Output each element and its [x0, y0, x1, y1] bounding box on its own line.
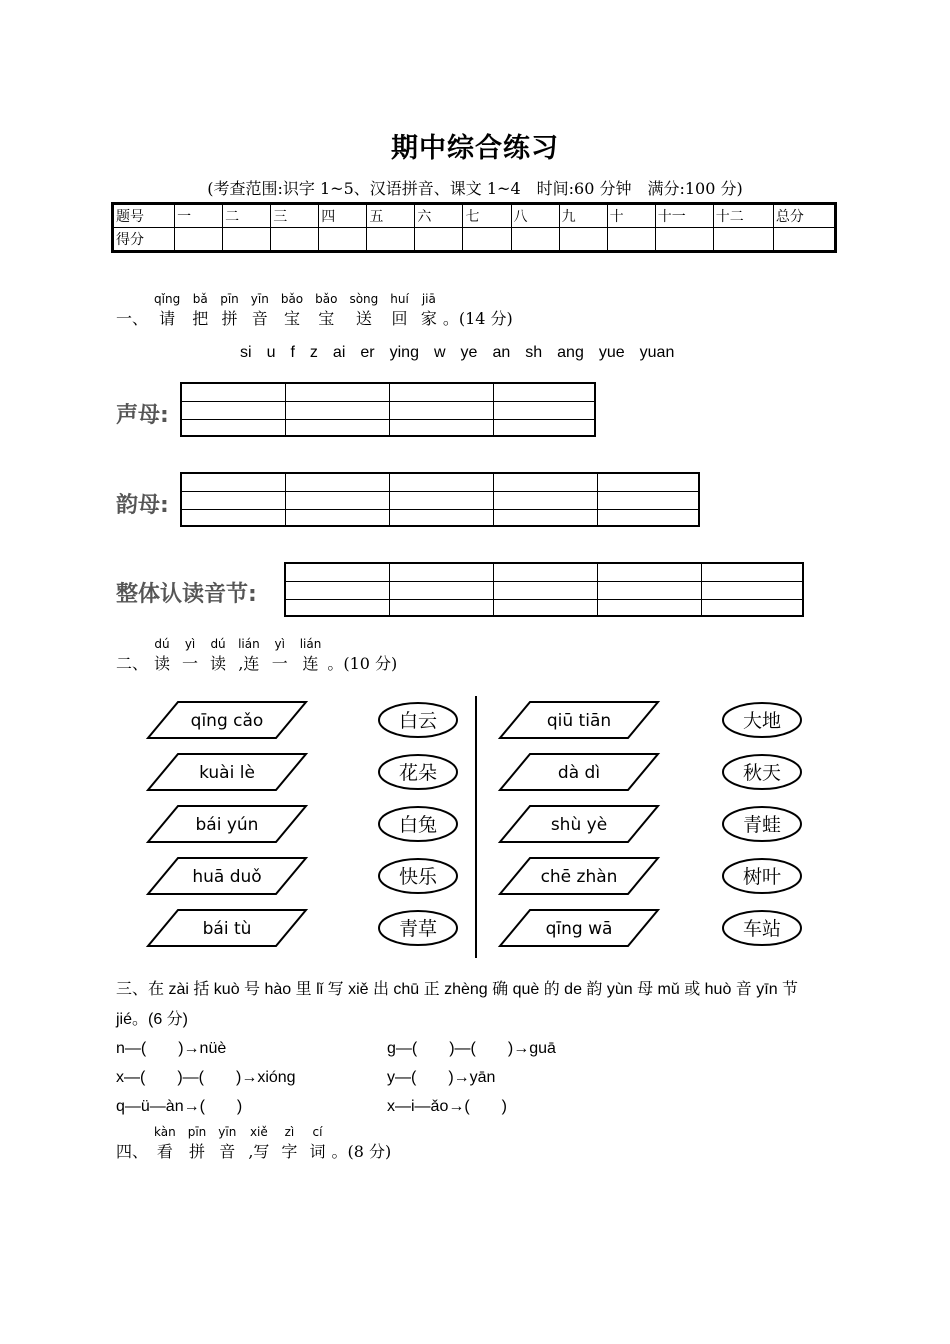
letter-item: ye — [460, 344, 478, 361]
pinyin-card[interactable] — [148, 754, 306, 790]
q2-word — [300, 637, 322, 674]
score-header-cell: 题号 — [113, 204, 175, 228]
score-header-cell: 六 — [415, 204, 463, 228]
pinyin-card[interactable] — [148, 910, 306, 946]
word-oval-text: 秋天 — [742, 762, 782, 784]
score-input-cell[interactable] — [463, 228, 511, 252]
q2-hanzi: 一 — [271, 654, 288, 673]
q1-word — [421, 292, 437, 329]
word-oval[interactable] — [379, 911, 457, 945]
q2-pinyin: lián — [238, 637, 260, 651]
word-oval[interactable] — [723, 807, 801, 841]
score-header-cell: 五 — [367, 204, 415, 228]
word-oval-text: 花朵 — [398, 762, 438, 784]
q2-pinyin: dú — [210, 637, 226, 651]
q2-hanzi: 读 — [210, 654, 227, 673]
letter-item: er — [360, 344, 375, 361]
score-header-cell: 四 — [319, 204, 367, 228]
q2-hanzi: 读 — [154, 654, 171, 673]
q2-word — [238, 637, 260, 674]
q3-item-2[interactable]: g—( )—( )→guā — [387, 1040, 556, 1057]
score-header-cell: 总分 — [773, 204, 835, 228]
q3-item-1[interactable]: n—( )→nüè — [116, 1040, 227, 1057]
word-oval-text: 大地 — [742, 710, 782, 732]
word-oval[interactable] — [723, 703, 801, 737]
q1-word — [192, 292, 208, 329]
shengmu-label: 声母: — [116, 403, 169, 428]
q4-hanzi: ,写 — [248, 1142, 270, 1161]
q4-hanzi: 音 — [219, 1142, 236, 1161]
q1-word — [251, 292, 269, 329]
pinyin-card-text: huā duǒ — [192, 867, 262, 887]
pinyin-card-text: bái yún — [195, 815, 259, 835]
word-oval[interactable] — [723, 755, 801, 789]
letter-item: w — [433, 344, 446, 361]
score-table — [111, 202, 837, 253]
pinyin-card[interactable] — [500, 754, 658, 790]
q3-item-6[interactable]: x—i—ǎo→( ) — [387, 1098, 508, 1115]
score-input-cell[interactable] — [559, 228, 607, 252]
q1-pinyin: bǎo — [280, 292, 304, 306]
score-input-cell[interactable] — [319, 228, 367, 252]
score-value-row — [113, 228, 836, 252]
q4-pinyin: xiě — [249, 1125, 268, 1139]
score-row-label: 得分 — [113, 228, 175, 252]
q1-hanzi: 音 — [251, 309, 268, 328]
q3-item-3[interactable]: x—( )—( )→xióng — [116, 1069, 296, 1086]
q2-number: 二、 — [116, 654, 149, 673]
score-input-cell[interactable] — [713, 228, 773, 252]
q4-word — [309, 1125, 325, 1162]
word-oval[interactable] — [379, 807, 457, 841]
q1-hanzi: 家 — [420, 309, 437, 328]
q1-pinyin: qǐng — [154, 292, 181, 306]
pinyin-card-text: chē zhàn — [540, 867, 618, 887]
q3-item-5[interactable]: q—ü—àn→( ) — [116, 1098, 243, 1115]
score-header-cell: 三 — [271, 204, 319, 228]
q4-pinyin: zì — [284, 1125, 295, 1139]
q3-heading-line2: jié。(6 分) — [116, 1011, 189, 1028]
letter-item: sh — [525, 344, 543, 361]
pinyin-card[interactable] — [148, 858, 306, 894]
letter-item: ang — [557, 344, 584, 361]
word-oval[interactable] — [379, 703, 457, 737]
q4-word — [154, 1125, 176, 1162]
q4-number: 四、 — [116, 1142, 149, 1161]
score-header-cell: 七 — [463, 204, 511, 228]
q1-hanzi: 宝 — [283, 309, 300, 328]
word-oval[interactable] — [379, 859, 457, 893]
word-oval[interactable] — [379, 755, 457, 789]
q2-hanzi: ,连 — [238, 654, 260, 673]
q1-pinyin: bǎo — [315, 292, 338, 306]
pinyin-card-text: bái tù — [202, 919, 252, 939]
q1-word — [154, 292, 180, 329]
letter-item: yue — [598, 344, 625, 361]
score-input-cell[interactable] — [175, 228, 223, 252]
score-header-row — [113, 204, 836, 228]
score-header-cell: 二 — [223, 204, 271, 228]
q1-word — [315, 292, 337, 329]
score-header-cell: 十一 — [655, 204, 713, 228]
letter-item: yuan — [639, 344, 675, 361]
q2-hanzi: 一 — [182, 654, 199, 673]
score-input-cell[interactable] — [655, 228, 713, 252]
score-input-cell[interactable] — [511, 228, 559, 252]
q4-pinyin: pīn — [187, 1125, 207, 1139]
zhengti-grid[interactable] — [284, 562, 804, 617]
word-oval-text: 车站 — [742, 918, 782, 940]
pinyin-card[interactable] — [500, 910, 658, 946]
pinyin-card-text: qiū tiān — [546, 711, 612, 731]
q2-hanzi: 连 — [302, 654, 319, 673]
word-oval-text: 青草 — [398, 918, 438, 940]
q1-number: 一、 — [116, 309, 149, 328]
q4-pinyin: kàn — [154, 1125, 176, 1139]
q1-letter-bank — [240, 344, 689, 362]
pinyin-card-text: shù yè — [550, 815, 608, 835]
q1-hanzi: 送 — [355, 309, 372, 328]
q4-hanzi: 看 — [156, 1142, 173, 1161]
q4-hanzi: 词 — [309, 1142, 326, 1161]
pinyin-card-text: dà dì — [557, 763, 601, 783]
letter-item: ai — [332, 344, 346, 361]
q1-hanzi: 请 — [159, 309, 176, 328]
word-oval-text: 白兔 — [398, 814, 438, 836]
q1-word — [281, 292, 303, 329]
q1-hanzi: 宝 — [318, 309, 335, 328]
word-oval-text: 树叶 — [742, 866, 782, 888]
q4-hanzi: 字 — [281, 1142, 298, 1161]
pinyin-card[interactable] — [148, 702, 306, 738]
q2-word — [154, 637, 170, 674]
score-header-cell: 十 — [607, 204, 655, 228]
score-header-cell: 一 — [175, 204, 223, 228]
word-oval-text: 快乐 — [398, 866, 438, 888]
q1-word — [390, 292, 409, 329]
q4-heading — [116, 1125, 391, 1162]
score-input-cell[interactable] — [223, 228, 271, 252]
q4-word — [188, 1125, 207, 1162]
score-header-cell: 九 — [559, 204, 607, 228]
score-input-cell[interactable] — [415, 228, 463, 252]
q2-word — [272, 637, 288, 674]
pinyin-card-text: qīng wā — [545, 919, 613, 939]
letter-item: z — [309, 344, 318, 361]
q4-pinyin: cí — [312, 1125, 323, 1139]
q1-pinyin: pīn — [220, 292, 239, 306]
letter-item: ying — [389, 344, 419, 361]
q4-word — [281, 1125, 297, 1162]
letter-item: an — [492, 344, 511, 361]
yunmu-grid[interactable] — [180, 472, 700, 527]
letter-item: si — [240, 344, 252, 361]
q2-word — [182, 637, 198, 674]
word-oval-text: 白云 — [398, 710, 438, 732]
yunmu-label: 韵母: — [116, 493, 169, 518]
q2-score: 。(10 分) — [327, 654, 398, 673]
q3-heading-line1: 三、在 zài 括 kuò 号 hào 里 lǐ 写 xiě 出 chū 正 zhèng 确 què 的 de 韵 yùn 母 mǔ 或 huò 音 yīn 节 — [116, 981, 799, 998]
page-subtitle: (考查范围:识字 1~5、汉语拼音、课文 1~4 时间:60 分钟 满分:100 分) — [207, 179, 743, 198]
word-oval[interactable] — [723, 859, 801, 893]
q1-word — [349, 292, 378, 329]
score-input-cell[interactable] — [367, 228, 415, 252]
score-header-cell: 八 — [511, 204, 559, 228]
q1-pinyin: bǎ — [192, 292, 208, 306]
q1-pinyin: yīn — [250, 292, 269, 306]
pinyin-card-text: kuài lè — [199, 763, 255, 783]
letter-item: f — [290, 344, 295, 361]
score-input-cell[interactable] — [607, 228, 655, 252]
pinyin-card[interactable] — [500, 858, 658, 894]
letter-item: u — [266, 344, 276, 361]
q1-heading — [116, 292, 513, 329]
q1-hanzi: 回 — [391, 309, 408, 328]
pinyin-card-text: qīng cǎo — [190, 711, 264, 731]
q4-pinyin: yīn — [218, 1125, 237, 1139]
q2-word — [210, 637, 226, 674]
q1-pinyin: huí — [390, 292, 409, 306]
q2-heading — [116, 637, 397, 674]
page-title: 期中综合练习 — [391, 133, 559, 164]
pinyin-card[interactable] — [148, 806, 306, 842]
q4-hanzi: 拼 — [188, 1142, 205, 1161]
pinyin-card[interactable] — [500, 702, 658, 738]
q4-word — [248, 1125, 269, 1162]
q3-item-4[interactable]: y—( )→yān — [387, 1069, 496, 1086]
q4-score: 。(8 分) — [331, 1142, 392, 1161]
q1-score: 。(14 分) — [442, 309, 513, 328]
pinyin-card[interactable] — [500, 806, 658, 842]
q2-pinyin: yì — [184, 637, 196, 651]
q1-hanzi: 把 — [192, 309, 209, 328]
score-input-cell[interactable] — [271, 228, 319, 252]
q2-pinyin: lián — [299, 637, 322, 651]
q1-pinyin: jiā — [421, 292, 436, 306]
zhengti-label: 整体认读音节: — [116, 582, 257, 607]
q1-pinyin: sòng — [349, 292, 379, 306]
matching-area — [140, 690, 820, 960]
shengmu-grid[interactable] — [180, 382, 596, 437]
q2-pinyin: yì — [274, 637, 285, 651]
q1-hanzi: 拼 — [221, 309, 238, 328]
q4-word — [218, 1125, 236, 1162]
word-oval[interactable] — [723, 911, 801, 945]
q1-word — [220, 292, 239, 329]
score-header-cell: 十二 — [713, 204, 773, 228]
q2-pinyin: dú — [154, 637, 170, 651]
word-oval-text: 青蛙 — [742, 814, 782, 836]
score-input-cell[interactable] — [773, 228, 835, 252]
